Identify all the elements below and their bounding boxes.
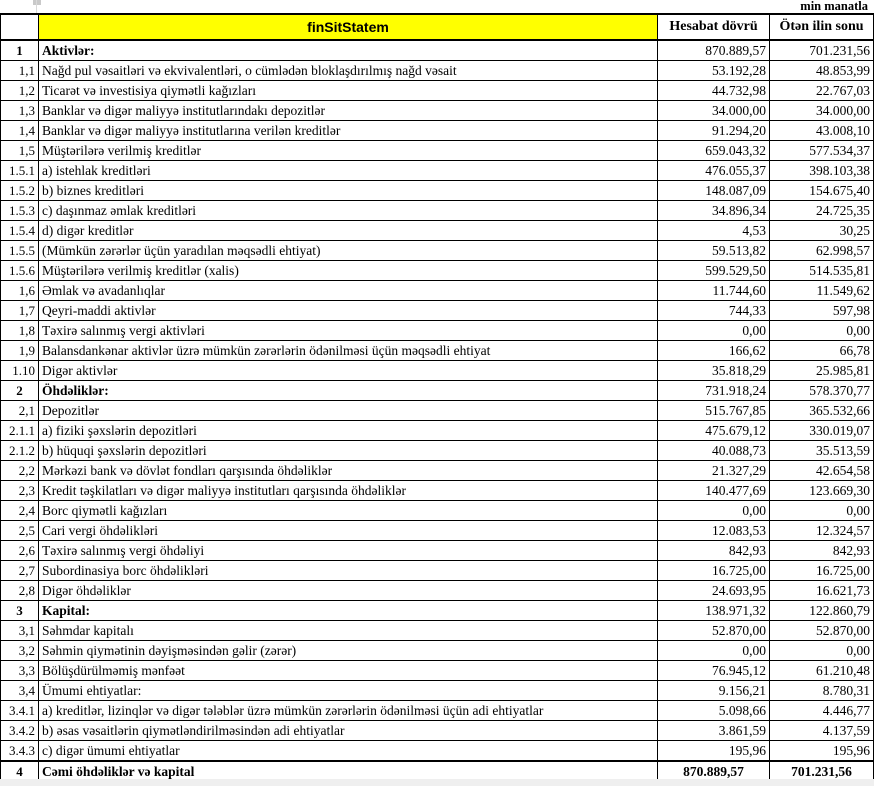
- value-period: 3.861,59: [658, 721, 770, 741]
- table-row: [1, 381, 874, 401]
- row-number: 2,6: [1, 541, 39, 561]
- value-period: 515.767,85: [658, 401, 770, 421]
- row-label: Aktivlər:: [39, 40, 658, 61]
- table-row: [1, 701, 874, 721]
- value-period: 34.896,34: [658, 201, 770, 221]
- row-label: Təxirə salınmış vergi öhdəliyi: [39, 541, 658, 561]
- row-number: 1.10: [1, 361, 39, 381]
- value-period: 16.725,00: [658, 561, 770, 581]
- row-number: 1,4: [1, 121, 39, 141]
- value-period: 870.889,57: [658, 761, 770, 782]
- value-period: 59.513,82: [658, 241, 770, 261]
- row-number: 1.5.2: [1, 181, 39, 201]
- value-period: 476.055,37: [658, 161, 770, 181]
- table-row: [1, 301, 874, 321]
- table-row: [1, 461, 874, 481]
- value-prior: 577.534,37: [770, 141, 874, 161]
- value-period: 870.889,57: [658, 40, 770, 61]
- value-prior: 8.780,31: [770, 681, 874, 701]
- spreadsheet-grid-line: [36, 0, 37, 14]
- row-number: 2: [1, 381, 39, 401]
- table-row: [1, 661, 874, 681]
- value-period: 52.870,00: [658, 621, 770, 641]
- value-prior: 597,98: [770, 301, 874, 321]
- value-prior: 398.103,38: [770, 161, 874, 181]
- row-label: c) digər ümumi ehtiyatlar: [39, 741, 658, 762]
- value-period: 12.083,53: [658, 521, 770, 541]
- value-prior: 365.532,66: [770, 401, 874, 421]
- value-prior: 514.535,81: [770, 261, 874, 281]
- value-prior: 330.019,07: [770, 421, 874, 441]
- value-period: 9.156,21: [658, 681, 770, 701]
- table-row: [1, 281, 874, 301]
- table-row: [1, 561, 874, 581]
- table-row: [1, 621, 874, 641]
- value-prior: 16.621,73: [770, 581, 874, 601]
- row-number: 1,7: [1, 301, 39, 321]
- table-title-cell: finSitStatem: [39, 14, 658, 40]
- row-number: 3.4.1: [1, 701, 39, 721]
- value-prior: 122.860,79: [770, 601, 874, 621]
- row-number: 1.5.3: [1, 201, 39, 221]
- table-row: [1, 61, 874, 81]
- row-number: 1.5.5: [1, 241, 39, 261]
- row-number: 1.5.1: [1, 161, 39, 181]
- row-number: 1,1: [1, 61, 39, 81]
- value-prior: 66,78: [770, 341, 874, 361]
- row-number: 1,2: [1, 81, 39, 101]
- value-period: 24.693,95: [658, 581, 770, 601]
- row-label: d) digər kreditlər: [39, 221, 658, 241]
- value-prior: 701.231,56: [770, 761, 874, 782]
- row-number: 1,8: [1, 321, 39, 341]
- value-period: 44.732,98: [658, 81, 770, 101]
- row-label: Öhdəliklər:: [39, 381, 658, 401]
- table-row: [1, 101, 874, 121]
- row-label: c) daşınmaz əmlak kreditləri: [39, 201, 658, 221]
- row-number: 1.5.6: [1, 261, 39, 281]
- value-period: 53.192,28: [658, 61, 770, 81]
- value-period: 76.945,12: [658, 661, 770, 681]
- row-label: Depozitlər: [39, 401, 658, 421]
- row-label: Balansdankənar aktivlər üzrə mümkün zərərlərin ödənilməsi üçün məqsədli ehtiyat: [39, 341, 658, 361]
- value-period: 195,96: [658, 741, 770, 762]
- value-period: 599.529,50: [658, 261, 770, 281]
- row-label: Mərkəzi bank və dövlət fondları qarşısında öhdəliklər: [39, 461, 658, 481]
- row-number: 2.1.1: [1, 421, 39, 441]
- row-number: 3,2: [1, 641, 39, 661]
- value-period: 0,00: [658, 501, 770, 521]
- value-period: 4,53: [658, 221, 770, 241]
- row-number: 3,4: [1, 681, 39, 701]
- value-period: 35.818,29: [658, 361, 770, 381]
- row-number: 2,1: [1, 401, 39, 421]
- row-label: Müştərilərə verilmiş kreditlər: [39, 141, 658, 161]
- value-prior: 42.654,58: [770, 461, 874, 481]
- header-corner-cell: [1, 14, 39, 40]
- value-prior: 43.008,10: [770, 121, 874, 141]
- row-label: Təxirə salınmış vergi aktivləri: [39, 321, 658, 341]
- value-prior: 16.725,00: [770, 561, 874, 581]
- table-row: [1, 421, 874, 441]
- value-period: 140.477,69: [658, 481, 770, 501]
- value-period: 11.744,60: [658, 281, 770, 301]
- row-label: b) hüquqi şəxslərin depozitləri: [39, 441, 658, 461]
- value-period: 40.088,73: [658, 441, 770, 461]
- row-label: a) kreditlər, lizinqlər və digər tələblər üzrə mümkün zərərlərin ödənilməsi üçün adi ehtiyatlar: [39, 701, 658, 721]
- units-label: min manatla: [800, 0, 868, 13]
- value-prior: 842,93: [770, 541, 874, 561]
- value-prior: 30,25: [770, 221, 874, 241]
- row-label: a) fiziki şəxslərin depozitləri: [39, 421, 658, 441]
- row-label: Kapital:: [39, 601, 658, 621]
- row-label: Subordinasiya borc öhdəlikləri: [39, 561, 658, 581]
- row-number: 2,8: [1, 581, 39, 601]
- row-number: 1,5: [1, 141, 39, 161]
- value-prior: 0,00: [770, 501, 874, 521]
- row-number: 2,5: [1, 521, 39, 541]
- value-period: 0,00: [658, 321, 770, 341]
- value-prior: 62.998,57: [770, 241, 874, 261]
- value-prior: 12.324,57: [770, 521, 874, 541]
- table-row: [1, 161, 874, 181]
- row-label: Qeyri-maddi aktivlər: [39, 301, 658, 321]
- row-label: a) istehlak kreditləri: [39, 161, 658, 181]
- row-label: Nağd pul vəsaitləri və ekvivalentləri, o cümlədən bloklaşdırılmış nağd vəsait: [39, 61, 658, 81]
- value-prior: 35.513,59: [770, 441, 874, 461]
- value-prior: 0,00: [770, 641, 874, 661]
- value-prior: 123.669,30: [770, 481, 874, 501]
- row-number: 4: [1, 761, 39, 782]
- row-label: Digər aktivlər: [39, 361, 658, 381]
- value-period: 148.087,09: [658, 181, 770, 201]
- row-label: Kredit təşkilatları və digər maliyyə institutları qarşısında öhdəliklər: [39, 481, 658, 501]
- table-row: [1, 321, 874, 341]
- row-label: Banklar və digər maliyyə institutlarındakı depozitlər: [39, 101, 658, 121]
- row-number: 2,7: [1, 561, 39, 581]
- row-label: Digər öhdəliklər: [39, 581, 658, 601]
- column-header-prior: Ötən ilin sonu: [770, 14, 874, 40]
- value-period: 91.294,20: [658, 121, 770, 141]
- table-row: [1, 341, 874, 361]
- value-period: 5.098,66: [658, 701, 770, 721]
- table-row: [1, 261, 874, 281]
- value-prior: 154.675,40: [770, 181, 874, 201]
- table-row: [1, 221, 874, 241]
- table-row: [1, 741, 874, 762]
- value-period: 475.679,12: [658, 421, 770, 441]
- row-number: 3: [1, 601, 39, 621]
- row-number: 2,3: [1, 481, 39, 501]
- table-row: [1, 441, 874, 461]
- row-number: 1: [1, 40, 39, 61]
- row-number: 1,3: [1, 101, 39, 121]
- table-row: [1, 581, 874, 601]
- value-period: 138.971,32: [658, 601, 770, 621]
- row-label: b) biznes kreditləri: [39, 181, 658, 201]
- table-row: [1, 601, 874, 621]
- value-prior: 701.231,56: [770, 40, 874, 61]
- row-label: Borc qiymətli kağızları: [39, 501, 658, 521]
- row-label: (Mümkün zərərlər üçün yaradılan məqsədli ehtiyat): [39, 241, 658, 261]
- row-number: 3.4.2: [1, 721, 39, 741]
- row-label: Ticarət və investisiya qiymətli kağızları: [39, 81, 658, 101]
- table-row: [1, 401, 874, 421]
- row-label: Əmlak və avadanlıqlar: [39, 281, 658, 301]
- value-period: 744,33: [658, 301, 770, 321]
- spreadsheet-grid-handle: [33, 0, 41, 5]
- row-label: Banklar və digər maliyyə institutlarına verilən kreditlər: [39, 121, 658, 141]
- row-label: Səhmdar kapitalı: [39, 621, 658, 641]
- column-header-period: Hesabat dövrü: [658, 14, 770, 40]
- table-row: [1, 81, 874, 101]
- value-period: 34.000,00: [658, 101, 770, 121]
- row-label: Müştərilərə verilmiş kreditlər (xalis): [39, 261, 658, 281]
- row-number: 3.4.3: [1, 741, 39, 762]
- table-row: [1, 501, 874, 521]
- table-row: [1, 361, 874, 381]
- value-prior: 61.210,48: [770, 661, 874, 681]
- table-row: [1, 481, 874, 501]
- value-period: 731.918,24: [658, 381, 770, 401]
- table-row: [1, 681, 874, 701]
- table-row: [1, 521, 874, 541]
- value-period: 0,00: [658, 641, 770, 661]
- row-label: Cəmi öhdəliklər və kapital: [39, 761, 658, 782]
- row-label: Ümumi ehtiyatlar:: [39, 681, 658, 701]
- value-prior: 22.767,03: [770, 81, 874, 101]
- value-prior: 4.137,59: [770, 721, 874, 741]
- financial-statement-table: [0, 13, 874, 783]
- value-prior: 578.370,77: [770, 381, 874, 401]
- row-number: 3,1: [1, 621, 39, 641]
- row-number: 2,2: [1, 461, 39, 481]
- table-row: [1, 201, 874, 221]
- value-prior: 11.549,62: [770, 281, 874, 301]
- row-number: 2.1.2: [1, 441, 39, 461]
- value-prior: 48.853,99: [770, 61, 874, 81]
- value-prior: 24.725,35: [770, 201, 874, 221]
- value-period: 21.327,29: [658, 461, 770, 481]
- bottom-margin-strip: [0, 779, 874, 786]
- table-row: [1, 721, 874, 741]
- table-row: [1, 541, 874, 561]
- row-number: 1.5.4: [1, 221, 39, 241]
- table-row: [1, 641, 874, 661]
- value-prior: 195,96: [770, 741, 874, 762]
- value-prior: 34.000,00: [770, 101, 874, 121]
- value-period: 842,93: [658, 541, 770, 561]
- table-row: [1, 241, 874, 261]
- table-row: [1, 40, 874, 61]
- table-header-row: [1, 14, 874, 40]
- value-period: 659.043,32: [658, 141, 770, 161]
- row-number: 1,6: [1, 281, 39, 301]
- table-row: [1, 121, 874, 141]
- row-label: b) əsas vəsaitlərin qiymətləndirilməsindən adi ehtiyatlar: [39, 721, 658, 741]
- row-number: 1,9: [1, 341, 39, 361]
- value-prior: 4.446,77: [770, 701, 874, 721]
- row-label: Cari vergi öhdəlikləri: [39, 521, 658, 541]
- row-number: 2,4: [1, 501, 39, 521]
- row-number: 3,3: [1, 661, 39, 681]
- table-row: [1, 181, 874, 201]
- value-prior: 25.985,81: [770, 361, 874, 381]
- row-label: Səhmin qiymətinin dəyişməsindən gəlir (zərər): [39, 641, 658, 661]
- value-prior: 0,00: [770, 321, 874, 341]
- table-row: [1, 141, 874, 161]
- value-prior: 52.870,00: [770, 621, 874, 641]
- row-label: Bölüşdürülməmiş mənfəət: [39, 661, 658, 681]
- value-period: 166,62: [658, 341, 770, 361]
